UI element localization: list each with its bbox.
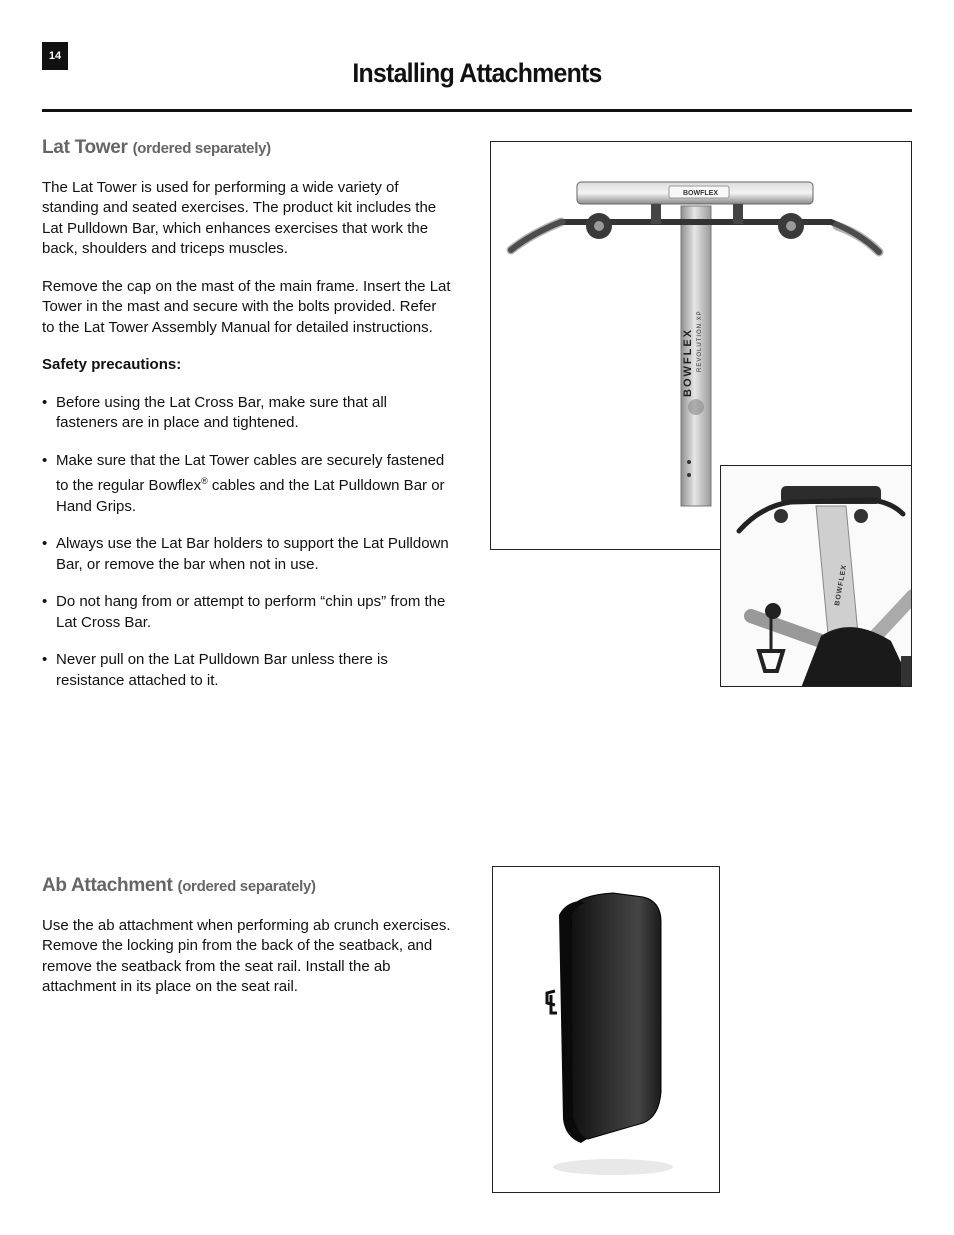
safety-item: • Never pull on the Lat Pulldown Bar unless there is resistance attached to it. — [42, 650, 452, 691]
lat-tower-heading-sub: (ordered separately) — [132, 140, 271, 157]
ab-attachment-heading: Ab Attachment (ordered separately) — [42, 875, 316, 896]
safety-item: • Make sure that the Lat Tower cables are securely fastened to the regular Bowflex® cables and the Lat Pulldown Bar or Hand Grips. — [42, 451, 452, 518]
ab-attachment-photo — [492, 866, 720, 1193]
ab-attachment-section — [42, 876, 452, 998]
lat-tower-inset-photo — [720, 465, 912, 687]
svg-text:BOWFLEX: BOWFLEX — [682, 328, 694, 397]
svg-text:BOWFLEX: BOWFLEX — [683, 190, 718, 197]
safety-item: • Before using the Lat Cross Bar, make sure that all fasteners are in place and tightened. — [42, 393, 452, 434]
ab-attachment-heading-sub: (ordered separately) — [177, 878, 316, 895]
safety-heading: Safety precautions: — [42, 356, 182, 373]
lat-tower-intro: The Lat Tower is used for performing a wide variety of standing and seated exercises. The product kit includes the Lat Pulldown Bar, which enhances exercises that work the back, shoulders and triceps muscles. — [42, 178, 437, 257]
safety-item: • Do not hang from or attempt to perform “chin ups” from the Lat Cross Bar. — [42, 592, 452, 633]
ab-attachment-text: Use the ab attachment when performing ab crunch exercises. Remove the locking pin from the back of the seatback, and remove the seatback from the seat rail. Install the ab attachment in its place on the seat rail. — [42, 916, 451, 995]
lat-tower-inset-illustration — [721, 466, 912, 687]
svg-text:REVOLUTION XP: REVOLUTION XP — [697, 310, 703, 372]
lat-tower-heading: Lat Tower (ordered separately) — [42, 137, 271, 158]
lat-tower-section — [42, 138, 452, 691]
lat-tower-install-text: Remove the cap on the mast of the main frame. Insert the Lat Tower in the mast and secure with the bolts provided. Refer to the Lat Tower Assembly Manual for detailed instructions. — [42, 277, 451, 336]
safety-list — [42, 393, 452, 692]
page-title: Installing Attachments — [352, 58, 602, 88]
svg-text:BOWFLEX: BOWFLEX — [834, 563, 849, 607]
title-rule — [42, 109, 912, 112]
page-number: 14 — [42, 42, 68, 70]
ab-pad-illustration — [493, 867, 720, 1193]
safety-item: • Always use the Lat Bar holders to support the Lat Pulldown Bar, or remove the bar when not in use. — [42, 534, 452, 575]
